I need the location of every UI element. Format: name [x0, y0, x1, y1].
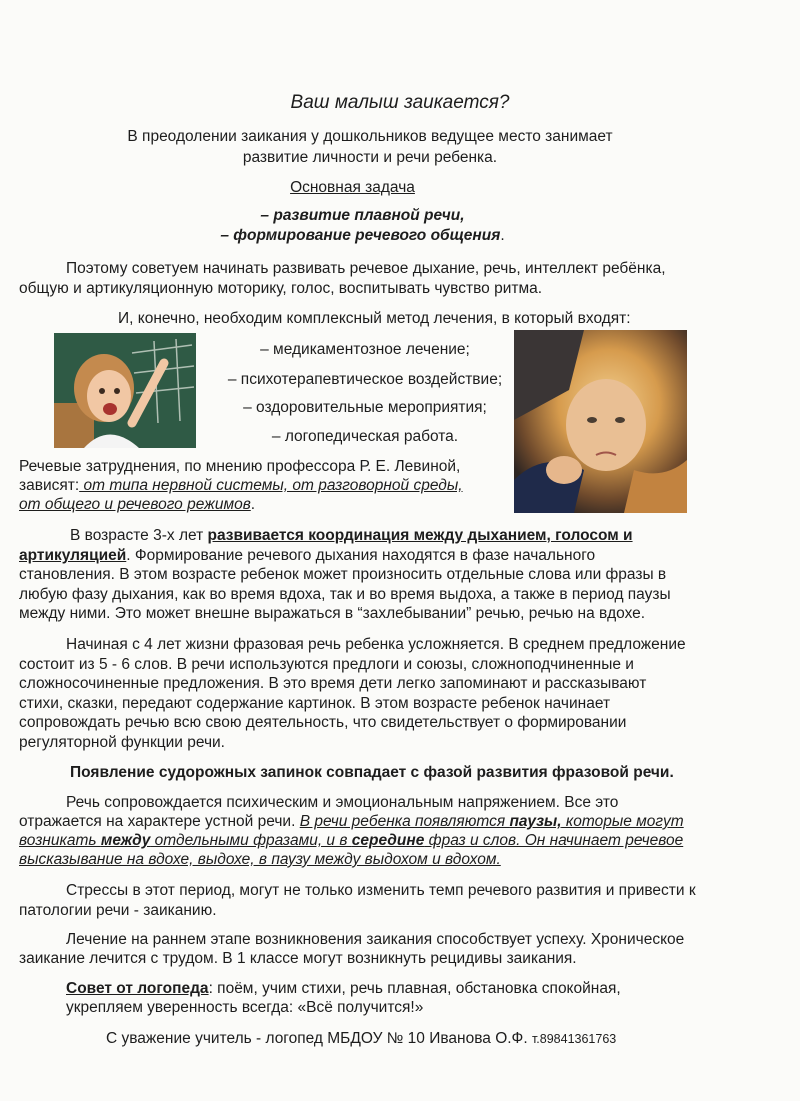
age3-prefix: В возрасте 3-х лет — [70, 527, 208, 544]
levina-line-1: Речевые затруднения, по мнению профессора Р. Е. Левиной, — [19, 458, 461, 475]
age3-line-1 — [70, 527, 633, 545]
child-at-blackboard-photo — [54, 333, 196, 448]
tip-line-1 — [66, 980, 621, 998]
age3-line-5: между ними. Это может внешне выражаться в “захлебывании” речью, речью на вдохе. — [19, 605, 646, 622]
age3-line-2-rest: . Формирование речевого дыхания находятся в фазе начального — [126, 547, 596, 564]
treatment-line-2: заикание лечится с трудом. В 1 классе могут возникнуть рецидивы заикания. — [19, 950, 577, 967]
main-task-item-2-text: – формирование речевого общения — [220, 227, 501, 244]
treatment-line-1: Лечение на раннем этапе возникновения заикания способствует успеху. Хроническое — [66, 931, 685, 948]
levina-line-3-end: . — [250, 496, 256, 513]
tension-line-4: высказывание на вдохе, выдохе, в паузу между выдохом и вдохом. — [19, 851, 501, 868]
age4-line-3: сложносочиненные предложения. В это время дети легко запоминают и рассказывают — [19, 675, 647, 692]
sad-child-illustration — [514, 330, 687, 513]
main-task-item-2 — [0, 227, 725, 245]
age4-line-1: Начиная с 4 лет жизни фразовая речь ребенка усложняется. В среднем предложение — [66, 636, 686, 653]
tension-pauses-text-1: В речи ребенка появляются — [299, 813, 510, 830]
stress-line-2: патологии речи - заиканию. — [19, 902, 217, 919]
levina-factors-1: от типа нервной системы, от разговорной среды, — [79, 477, 463, 494]
age3-line-3: становления. В этом возрасте ребенок может произносить отдельные слова или фразы в — [19, 566, 667, 583]
tension-line-2-prefix: отражается на характере устной речи. — [19, 813, 300, 830]
levina-line-2 — [19, 477, 463, 495]
age4-line-6: регуляторной функции речи. — [19, 734, 225, 751]
main-task-item-1: – развитие плавной речи, — [260, 207, 465, 224]
child-at-blackboard-illustration — [54, 333, 196, 448]
signature-text: С уважение учитель - логопед МБДОУ № 10 Иванова О.Ф. — [106, 1030, 532, 1047]
main-task-heading: Основная задача — [290, 179, 415, 196]
main-task-item-2-end: . — [500, 227, 505, 244]
age3-articulation: артикуляцией — [19, 547, 127, 564]
tip-label: Совет от логопеда — [66, 980, 209, 997]
tension-line-2 — [19, 813, 684, 831]
tension-middle-word: середине — [351, 832, 425, 849]
age4-line-4: стихи, сказки, передают содержание картинок. В этом возрасте ребенок начинает — [19, 695, 611, 712]
advice-line-2: общую и артикуляционную моторику, голос, воспитывать чувство ритма. — [19, 280, 543, 297]
signature-phone: т.89841361763 — [531, 1032, 617, 1046]
tension-words-text: фраз и слов. Он начинает речевое — [424, 832, 684, 849]
age3-line-4: любую фазу дыхания, как во время вдоха, так и во время выдоха, а также в период паузы — [19, 586, 671, 603]
key-statement: Появление судорожных запинок совпадает с фазой развития фразовой речи. — [70, 764, 674, 781]
tension-phrases-text: отдельными фразами, и в — [150, 832, 352, 849]
levina-line-3 — [19, 496, 255, 514]
method-item-1: – медикаментозное лечение; — [260, 341, 470, 358]
tension-occur-text: возникать — [19, 832, 101, 849]
method-item-2: – психотерапевтическое воздействие; — [227, 371, 503, 388]
tip-text: : поём, учим стихи, речь плавная, обстановка спокойная, — [208, 980, 621, 997]
age3-coordination: развивается координация между дыханием, голосом и — [207, 527, 633, 544]
intro-line-2: развитие личности и речи ребенка. — [242, 149, 498, 166]
tip-line-2: укрепляем уверенность всегда: «Всё получится!» — [66, 999, 424, 1016]
tension-line-3 — [19, 832, 683, 850]
tension-between-word: между — [100, 832, 151, 849]
levina-depends-label: зависят: — [19, 477, 80, 494]
tension-pauses-text-2: которые могут — [561, 813, 684, 830]
page-title: Ваш малыш заикается? — [290, 92, 510, 113]
intro-line-1: В преодолении заикания у дошкольников ведущее место занимает — [127, 128, 613, 145]
age3-line-2 — [19, 547, 595, 565]
sad-child-photo — [514, 330, 687, 513]
method-intro: И, конечно, необходим комплексный метод лечения, в который входят: — [118, 310, 631, 327]
signature — [106, 1030, 616, 1048]
age4-line-5: сопровождать речью всю свою деятельность, что свидетельствует о формировании — [19, 714, 627, 731]
tension-line-1: Речь сопровождается психическим и эмоциональным напряжением. Все это — [66, 794, 619, 811]
stress-line-1: Стрессы в этот период, могут не только изменить темп речевого развития и привести к — [66, 882, 696, 899]
levina-factors-2: от общего и речевого режимов — [19, 496, 251, 513]
tension-pauses-word: паузы, — [509, 813, 562, 830]
method-item-4: – логопедическая работа. — [271, 428, 459, 445]
age4-line-2: состоит из 5 - 6 слов. В речи используются предлоги и союзы, сложноподчиненные и — [19, 656, 634, 673]
method-item-3: – оздоровительные мероприятия; — [243, 399, 487, 416]
advice-line-1: Поэтому советуем начинать развивать речевое дыхание, речь, интеллект ребёнка, — [66, 260, 666, 277]
